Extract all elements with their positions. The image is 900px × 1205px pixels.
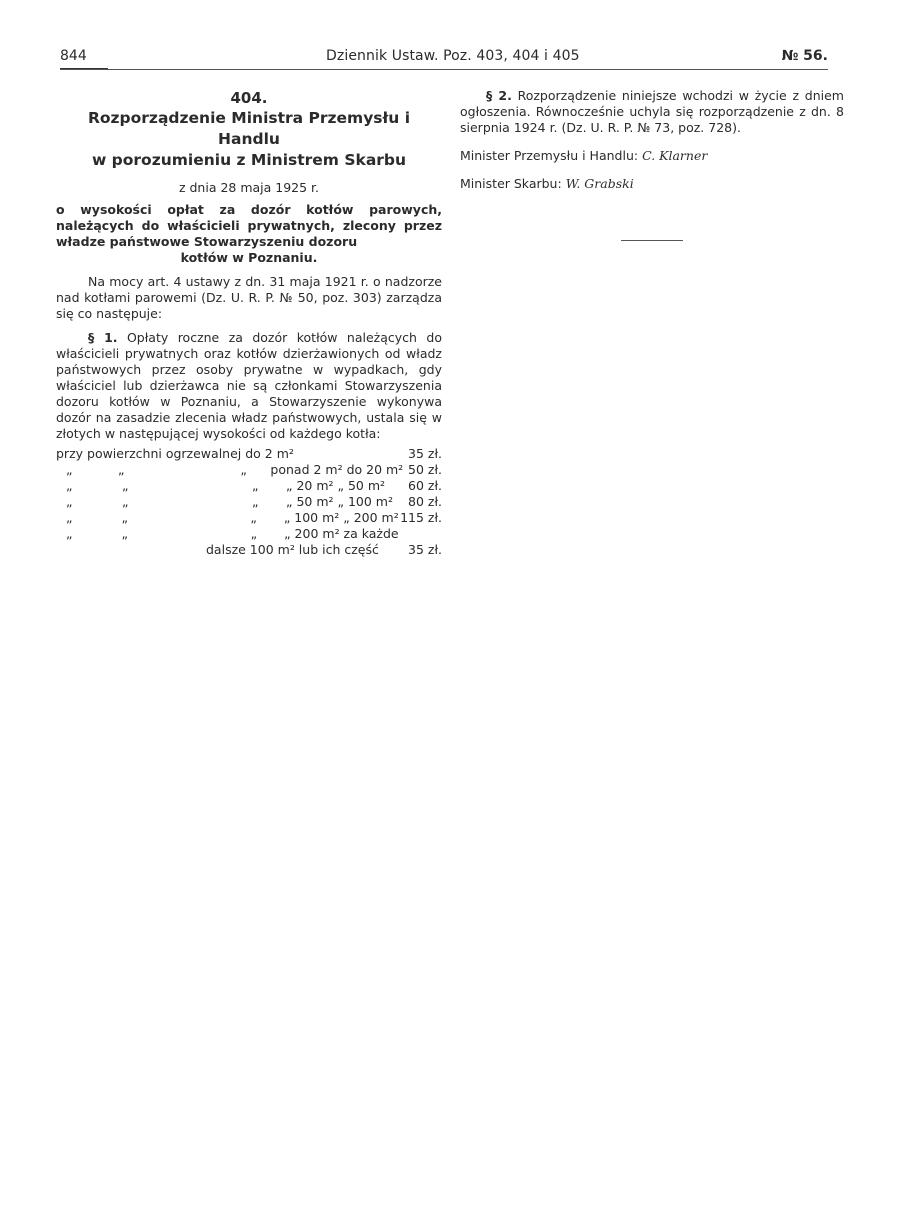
section-1-text: Opłaty roczne za dozór kotłów należących do właścicieli prywatnych oraz kotłów dzierżawionych od władz państwowych przez osoby prywatne w wypadkach, gdy właściciel lub dzierżawca nie są członkami Stowarzyszenia dozoru kotłów w Poznaniu, a Stowarzyszenie wykonywa dozór na zasadzie zlecenia władz państwowych, ustala się w złotych w następującej wysokości od każdego kotła:	[56, 330, 442, 441]
signature-role: Minister Przemysłu i Handlu:	[460, 148, 639, 163]
ditto-mark: „	[121, 510, 128, 525]
fee-desc: „ 200 m² za każde	[284, 526, 399, 541]
ditto-mark: „	[66, 510, 73, 525]
signature-industry-minister	[460, 148, 844, 164]
signature-role: Minister Skarbu:	[460, 176, 562, 191]
fee-desc: „ 20 m² „ 50 m²	[286, 478, 386, 493]
fee-table	[56, 446, 442, 558]
fee-row-last	[56, 542, 442, 558]
ditto-mark: „	[240, 462, 247, 477]
section-2	[460, 88, 844, 136]
header-rule	[60, 69, 828, 70]
act-subject-last: kotłów w Poznaniu.	[180, 250, 318, 265]
fee-row	[56, 510, 442, 526]
act-subject	[56, 202, 442, 266]
page-number: 844	[60, 48, 87, 64]
fee-desc: ponad 2 m² do 20 m²	[270, 462, 404, 477]
ditto-mark: „	[66, 494, 73, 509]
issue-number: № 56.	[781, 48, 828, 64]
section-1	[56, 330, 442, 442]
ditto-mark: „	[250, 526, 258, 541]
ditto-mark: „	[121, 526, 128, 541]
fee-amount: 60 zł.	[408, 478, 442, 493]
act-subject-main: o wysokości opłat za dozór kotłów parowych, należących do właścicieli prywatnych, zlecony przez władze państwowe Stowarzyszeniu dozoru	[56, 202, 442, 249]
ditto-mark: „	[122, 494, 129, 509]
ditto-mark: „	[250, 510, 257, 525]
fee-amount: 50 zł.	[408, 462, 442, 477]
section-2-text: Rozporządzenie niniejsze wchodzi w życie z dniem ogłoszenia. Równocześnie uchyla się rozporządzenie z dn. 8 sierpnia 1924 r. (Dz. U. R. P. № 73, poz. 728).	[460, 88, 844, 135]
fee-row	[56, 478, 442, 494]
act-date: z dnia 28 maja 1925 r.	[178, 180, 320, 195]
preamble: Na mocy art. 4 ustawy z dn. 31 maja 1921 r. o nadzorze nad kotłami parowemi (Dz. U. R. P. № 50, poz. 303) zarządza się co następuje:	[56, 274, 442, 321]
fee-amount	[399, 526, 442, 542]
ditto-mark: „	[66, 462, 73, 477]
ditto-mark: „	[122, 478, 129, 493]
act-number: 404.	[230, 89, 268, 107]
fee-amount: 115 zł.	[400, 510, 442, 525]
fee-amount: 80 zł.	[408, 494, 442, 509]
signature-treasury-minister	[460, 176, 844, 192]
fee-amount: 35 zł.	[408, 542, 442, 557]
fee-amount: 35 zł.	[408, 446, 442, 461]
end-rule	[621, 240, 683, 241]
fee-row	[56, 494, 442, 510]
fee-row-first	[56, 446, 442, 462]
left-column	[56, 86, 442, 558]
fee-desc: „ 50 m² „ 100 m²	[286, 494, 393, 509]
fee-desc: dalsze 100 m² lub ich część	[206, 542, 379, 557]
right-column	[460, 86, 844, 241]
act-title-line2: w porozumieniu z Ministrem Skarbu	[91, 151, 407, 169]
fee-rows	[56, 462, 442, 542]
ditto-mark: „	[252, 494, 259, 509]
ditto-mark: „	[252, 478, 259, 493]
ditto-mark: „	[66, 526, 73, 541]
page-header	[60, 48, 828, 66]
running-title: Dziennik Ustaw. Poz. 403, 404 i 405	[326, 48, 580, 64]
fee-spacer	[56, 542, 206, 558]
signature-name: W. Grabski	[565, 176, 634, 191]
ditto-mark: „	[66, 478, 73, 493]
section-2-label: § 2.	[486, 88, 512, 103]
fee-desc: „ 100 m² „ 200 m²	[283, 510, 399, 525]
fee-desc: przy powierzchni ogrzewalnej do 2 m²	[56, 446, 294, 461]
fee-row	[56, 526, 442, 542]
fee-row	[56, 462, 442, 478]
act-title-line1: Rozporządzenie Ministra Przemysłu i Handlu	[87, 109, 411, 148]
section-1-label: § 1.	[88, 330, 118, 345]
signature-name: C. Klarner	[642, 148, 708, 163]
ditto-mark: „	[117, 462, 125, 477]
